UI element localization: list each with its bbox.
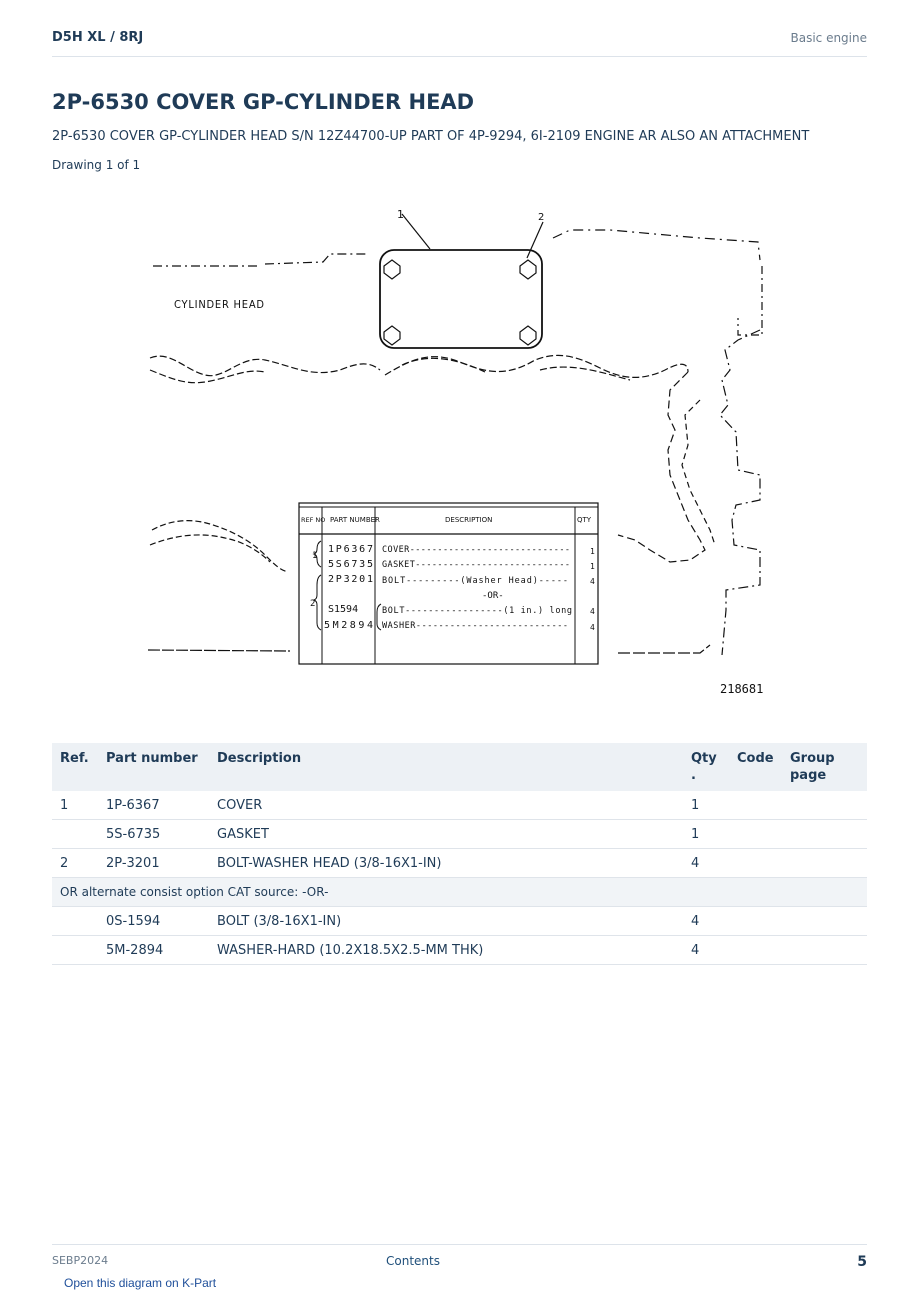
cell-description: COVER bbox=[209, 791, 683, 820]
document-id: SEBP2024 bbox=[52, 1254, 109, 1267]
cell-ref bbox=[52, 820, 98, 849]
contents-link[interactable]: Contents bbox=[386, 1254, 440, 1268]
inset-part-2: 5S6735 bbox=[328, 559, 373, 570]
table-row bbox=[52, 936, 867, 965]
cell-ref bbox=[52, 936, 98, 965]
callout-2: 2 bbox=[538, 212, 545, 223]
cylinder-head-label: CYLINDER HEAD bbox=[174, 298, 264, 311]
cell-description: BOLT (3/8-16X1-IN) bbox=[209, 907, 683, 936]
inset-desc-1: COVER----------------------------- bbox=[382, 545, 570, 555]
section-label: Basic engine bbox=[790, 31, 867, 45]
page-header bbox=[52, 28, 867, 57]
cell-qty: 1 bbox=[683, 791, 729, 820]
page-title: 2P-6530 COVER GP-CYLINDER HEAD bbox=[52, 90, 475, 114]
table-row bbox=[52, 849, 867, 878]
inset-header-part: PART NUMBER bbox=[330, 516, 380, 524]
col-code-header: Code bbox=[729, 743, 782, 791]
inset-qty-6: 4 bbox=[590, 623, 595, 632]
cell-part-number: 5S-6735 bbox=[98, 820, 209, 849]
table-row bbox=[52, 820, 867, 849]
drawing-count: Drawing 1 of 1 bbox=[52, 158, 141, 172]
cell-group bbox=[782, 791, 867, 820]
parts-diagram bbox=[140, 200, 780, 705]
page-number: 5 bbox=[857, 1254, 867, 1270]
inset-qty-3: 4 bbox=[590, 577, 595, 586]
parts-table bbox=[52, 743, 867, 965]
cell-group bbox=[782, 907, 867, 936]
cell-ref bbox=[52, 907, 98, 936]
page-subtitle: 2P-6530 COVER GP-CYLINDER HEAD S/N 12Z44700-UP PART OF 4P-9294, 6I-2109 ENGINE AR ALSO AN ATTACHMENT bbox=[52, 129, 810, 144]
inset-desc-2: GASKET---------------------------- bbox=[382, 560, 570, 570]
inset-ref-2: 2 bbox=[310, 599, 316, 609]
cell-code bbox=[729, 820, 782, 849]
cell-ref: 2 bbox=[52, 849, 98, 878]
cell-code bbox=[729, 791, 782, 820]
col-group-header: Group page bbox=[782, 743, 867, 791]
cell-code bbox=[729, 936, 782, 965]
cell-part-number: 5M-2894 bbox=[98, 936, 209, 965]
col-ref-header: Ref. bbox=[52, 743, 98, 791]
alternate-option-note: OR alternate consist option CAT source: -OR- bbox=[52, 878, 867, 907]
inset-part-5: S1594 bbox=[328, 604, 359, 615]
table-header-row bbox=[52, 743, 867, 791]
inset-part-1: 1P6367 bbox=[328, 544, 373, 555]
cell-part-number: 1P-6367 bbox=[98, 791, 209, 820]
inset-part-6: 5M2894 bbox=[324, 620, 373, 631]
inset-part-3: 2P3201 bbox=[328, 574, 373, 585]
model-label: D5H XL / 8RJ bbox=[52, 30, 144, 45]
inset-desc-6: WASHER--------------------------- bbox=[382, 621, 568, 631]
callout-1: 1 bbox=[397, 208, 404, 221]
cell-part-number: 0S-1594 bbox=[98, 907, 209, 936]
table-row bbox=[52, 791, 867, 820]
cell-code bbox=[729, 907, 782, 936]
inset-desc-5: BOLT-----------------(1 in.) long bbox=[382, 606, 572, 616]
drawing-number: 218681 bbox=[720, 682, 764, 696]
inset-qty-1: 1 bbox=[590, 547, 595, 556]
col-part-header: Part number bbox=[98, 743, 209, 791]
cell-group bbox=[782, 936, 867, 965]
cell-group bbox=[782, 820, 867, 849]
cell-qty: 4 bbox=[683, 849, 729, 878]
cell-description: BOLT-WASHER HEAD (3/8-16X1-IN) bbox=[209, 849, 683, 878]
cell-description: WASHER-HARD (10.2X18.5X2.5-MM THK) bbox=[209, 936, 683, 965]
inset-qty-2: 1 bbox=[590, 562, 595, 571]
cell-part-number: 2P-3201 bbox=[98, 849, 209, 878]
cell-ref: 1 bbox=[52, 791, 98, 820]
cell-qty: 1 bbox=[683, 820, 729, 849]
inset-qty-5: 4 bbox=[590, 607, 595, 616]
inset-desc-3: BOLT---------(Washer Head)----- bbox=[382, 576, 568, 586]
cell-code bbox=[729, 849, 782, 878]
kpart-link[interactable]: Open this diagram on K-Part bbox=[64, 1276, 217, 1290]
inset-parts-table bbox=[299, 503, 598, 664]
page-footer bbox=[52, 1244, 867, 1270]
cell-qty: 4 bbox=[683, 907, 729, 936]
table-row bbox=[52, 907, 867, 936]
inset-header-ref: REF NO bbox=[301, 516, 326, 524]
cell-group bbox=[782, 849, 867, 878]
table-note-row bbox=[52, 878, 867, 907]
inset-ref-1: 1 bbox=[312, 551, 318, 561]
inset-header-desc: DESCRIPTION bbox=[445, 516, 493, 524]
col-desc-header: Description bbox=[209, 743, 683, 791]
inset-desc-or: -OR- bbox=[482, 591, 504, 601]
cell-description: GASKET bbox=[209, 820, 683, 849]
cell-qty: 4 bbox=[683, 936, 729, 965]
col-qty-header: Qty . bbox=[683, 743, 729, 791]
inset-header-qty: QTY bbox=[577, 516, 592, 524]
